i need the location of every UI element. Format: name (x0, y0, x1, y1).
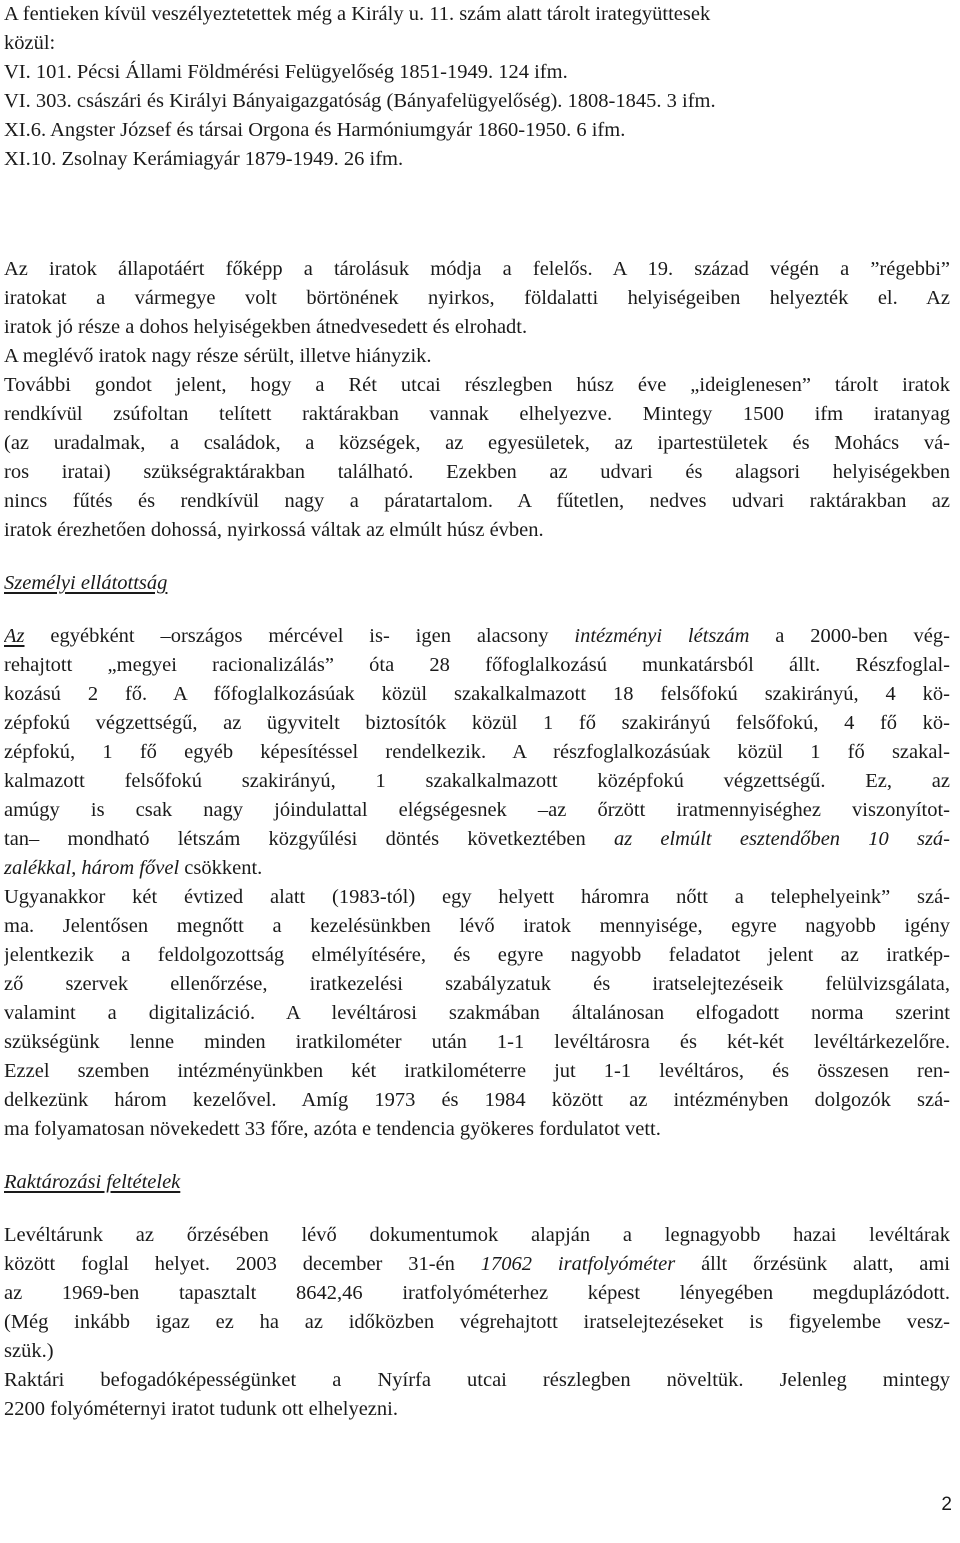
paragraph-line: szük.) (4, 1340, 54, 1362)
text-run: egyébként –országos mércével is- igen alacsony (24, 625, 575, 647)
paragraph-line: delkezünk három kezelővel. Amíg 1973 és 1984 között az intézményben dolgozók szá- (4, 1089, 950, 1111)
paragraph-line: Raktári befogadóképességünket a Nyírfa utcai részlegben növeltük. Jelenleg mintegy (4, 1369, 950, 1391)
paragraph-line: A meglévő iratok nagy része sérült, illetve hiányzik. (4, 345, 432, 367)
paragraph-line: zépfokú végzettségű, az ügyvitelt biztosítók közül 1 fő szakirányú felsőfokú, 4 fő kö- (4, 712, 950, 734)
intro-line: A fentieken kívül veszélyeztetettek még a Király u. 11. szám alatt tárolt irategyüttesek (4, 3, 711, 25)
paragraph-line: nincs fűtés és rendkívül nagy a páratartalom. A fűtetlen, nedves udvari raktárakban az (4, 490, 950, 512)
paragraph-line: rehajtott „megyei racionalizálás” óta 28 főfoglalkozású munkatársból állt. Részfoglal- (4, 654, 950, 676)
paragraph-line (4, 854, 950, 883)
paragraph-line: az 1969-ben tapasztalt 8642,46 iratfolyóméterhez képest lényegében megduplázódott. (4, 1282, 950, 1304)
paragraph-line: iratokat a vármegye volt börtönének nyirkos, földalatti helyiségeiben helyezték el. Az (4, 287, 950, 309)
section-heading-storage: Raktározási feltételek (4, 1171, 181, 1193)
paragraph-line: ma. Jelentősen megnőtt a kezelésünkben lévő iratok mennyisége, egyre nagyobb igény (4, 915, 950, 937)
text-run: tan– mondható létszám közgyűlési döntés következtében (4, 828, 614, 850)
paragraph-line: iratok jó része a dohos helyiségekben átnedvesedett és elrohadt. (4, 316, 528, 338)
paragraph-line: További gondot jelent, hogy a Rét utcai részlegben húsz éve „ideiglenesen” tárolt iratok (4, 374, 950, 396)
intro-block (4, 0, 950, 174)
paragraph-line: ros iratai) szükségraktárakban található. Ezekben az udvari és alagsori helyiségekben (4, 461, 950, 483)
paragraph-line: (az uradalmak, a családok, a községek, az egyesületek, az ipartestületek és Mohács vá- (4, 432, 950, 454)
intro-line: közül: (4, 32, 56, 54)
paragraph-line: Levéltárunk az őrzésében lévő dokumentumok alapján a legnagyobb hazai levéltárak (4, 1224, 950, 1246)
paragraph-line: kalmazott felsőfokú szakirányú, 1 szakalkalmazott középfokú végzettségű. Ez, az (4, 770, 950, 792)
document-page (4, 0, 950, 1424)
paragraph-line: Ezzel szemben intézményünkben két iratkilométerre jut 1-1 levéltáros, és összesen ren- (4, 1060, 950, 1082)
section-heading-staffing: Személyi ellátottság (4, 572, 168, 594)
intro-line: XI.6. Angster József és társai Orgona és Harmóniumgyár 1860-1950. 6 ifm. (4, 119, 626, 141)
paragraph-line (4, 825, 950, 854)
paragraph-line: ma folyamatosan növekedett 33 főre, azóta e tendencia gyökeres fordulatot vett. (4, 1118, 661, 1140)
emphasis: zalékkal, három fővel (4, 857, 180, 879)
paragraph-line: iratok érezhetően dohossá, nyirkossá váltak az elmúlt húsz évben. (4, 519, 544, 541)
text-run: között foglal helyet. 2003 december 31-én (4, 1253, 481, 1275)
paragraph-line: ző szervek ellenőrzése, iratkezelési szabályzatuk és iratselejtezéseik felülvizsgálata, (4, 973, 950, 995)
text-run: állt őrzésünk alatt, ami (675, 1253, 950, 1275)
emphasis: 17062 iratfolyóméter (480, 1253, 676, 1275)
paragraph-line: Az iratok állapotáért főképp a tárolásuk módja a felelős. A 19. század végén a ”régebbi” (4, 258, 950, 280)
storage-paragraph (4, 1221, 950, 1424)
paragraph-line: valamint a digitalizáció. A levéltárosi szakmában általánosan elfogadott norma szerint (4, 1002, 950, 1024)
paragraph-line (4, 622, 950, 651)
paragraph-line: rendkívül zsúfoltan telített raktárakban vannak elhelyezve. Mintegy 1500 ifm iratanyag (4, 403, 950, 425)
paragraph-line: Ugyanakkor két évtized alatt (1983-tól) egy helyett háromra nőtt a telephelyeink” szá- (4, 886, 950, 908)
emphasis: az elmúlt esztendőben 10 szá- (613, 828, 950, 850)
staffing-paragraph (4, 622, 950, 1144)
emphasis: intézményi létszám (574, 625, 750, 647)
paragraph-line: kozású 2 fő. A főfoglalkozásúak közül szakalkalmazott 18 felsőfokú szakirányú, 4 kö- (4, 683, 950, 705)
paragraph-line: zépfokú, 1 fő egyéb képesítéssel rendelkezik. A részfoglalkozásúak közül 1 fő szakal- (4, 741, 950, 763)
text-run: a 2000-ben vég- (749, 625, 950, 647)
intro-line: VI. 101. Pécsi Állami Földmérési Felügyelőség 1851-1949. 124 ifm. (4, 61, 568, 83)
paragraph-line: jelentkezik a feldolgozottság elmélyítésére, és egyre nagyobb feladatot jelent az iratkép- (4, 944, 950, 966)
records-condition-paragraph (4, 255, 950, 545)
text-run: csökkent. (179, 857, 263, 879)
paragraph-line: szükségünk lenne minden iratkilométer után 1-1 levéltárosra és két-két levéltárkezelőre. (4, 1031, 950, 1053)
paragraph-line (4, 1250, 950, 1279)
paragraph-line: amúgy is csak nagy jóindulattal elégségesnek –az őrzött iratmennyiséghez viszonyítot- (4, 799, 950, 821)
paragraph-line: 2200 folyóméternyi iratot tudunk ott elhelyezni. (4, 1398, 398, 1420)
intro-line: VI. 303. császári és Királyi Bányaigazgatóság (Bányafelügyelőség). 1808-1845. 3 ifm. (4, 90, 716, 112)
emphasis: Az (4, 625, 25, 647)
paragraph-line: (Még inkább igaz ez ha az időközben végrehajtott iratselejtezéseket is figyelembe vesz- (4, 1311, 950, 1333)
intro-line: XI.10. Zsolnay Kerámiagyár 1879-1949. 26 ifm. (4, 148, 404, 170)
page-number: 2 (941, 1494, 952, 1515)
